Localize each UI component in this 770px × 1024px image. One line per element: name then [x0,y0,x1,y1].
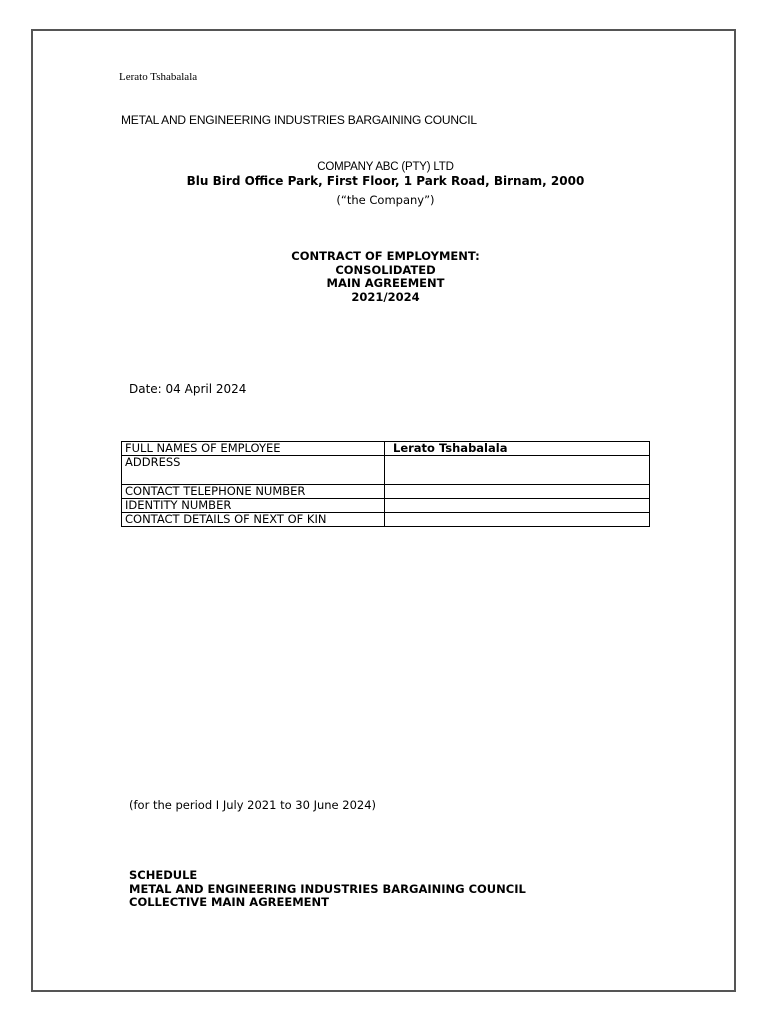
contract-date: Date: 04 April 2024 [129,382,247,396]
employee-details-table [121,441,650,527]
company-name: COMPANY ABC (PTY) LTD [317,161,454,173]
company-alias: (“the Company”) [336,193,435,207]
full-names-value: Lerato Tshabalala [385,442,650,456]
company-address: Blu Bird Office Park, First Floor, 1 Park Road, Birnam, 2000 [186,174,585,188]
identity-number-value [385,499,650,513]
telephone-label: CONTACT TELEPHONE NUMBER [122,485,385,499]
schedule-line-1: SCHEDULE [129,868,198,882]
table-row [122,485,650,499]
contract-title-line-2: CONSOLIDATED [335,262,436,277]
table-row [122,456,650,485]
table-row [122,513,650,527]
header-employee-name: Lerato Tshabalala [119,71,198,83]
contract-title-line-1: CONTRACT OF EMPLOYMENT: [291,249,480,263]
contract-title-line-4: 2021/2024 [351,289,420,304]
telephone-value [385,485,650,499]
contract-title [33,250,738,304]
address-label: ADDRESS [122,456,385,485]
schedule-line-3: COLLECTIVE MAIN AGREEMENT [129,895,329,909]
council-name: METAL AND ENGINEERING INDUSTRIES BARGAINING COUNCIL [121,113,477,127]
schedule-heading [129,869,526,910]
address-value [385,456,650,485]
table-row [122,499,650,513]
next-of-kin-value [385,513,650,527]
contract-title-line-3: MAIN AGREEMENT [326,276,445,290]
document-page [31,29,736,992]
identity-number-label: IDENTITY NUMBER [122,499,385,513]
next-of-kin-label: CONTACT DETAILS OF NEXT OF KIN [122,513,385,527]
table-row [122,442,650,456]
agreement-period: (for the period I July 2021 to 30 June 2024) [129,798,377,812]
full-names-label: FULL NAMES OF EMPLOYEE [122,442,385,456]
schedule-line-2: METAL AND ENGINEERING INDUSTRIES BARGAINING COUNCIL [129,881,526,896]
